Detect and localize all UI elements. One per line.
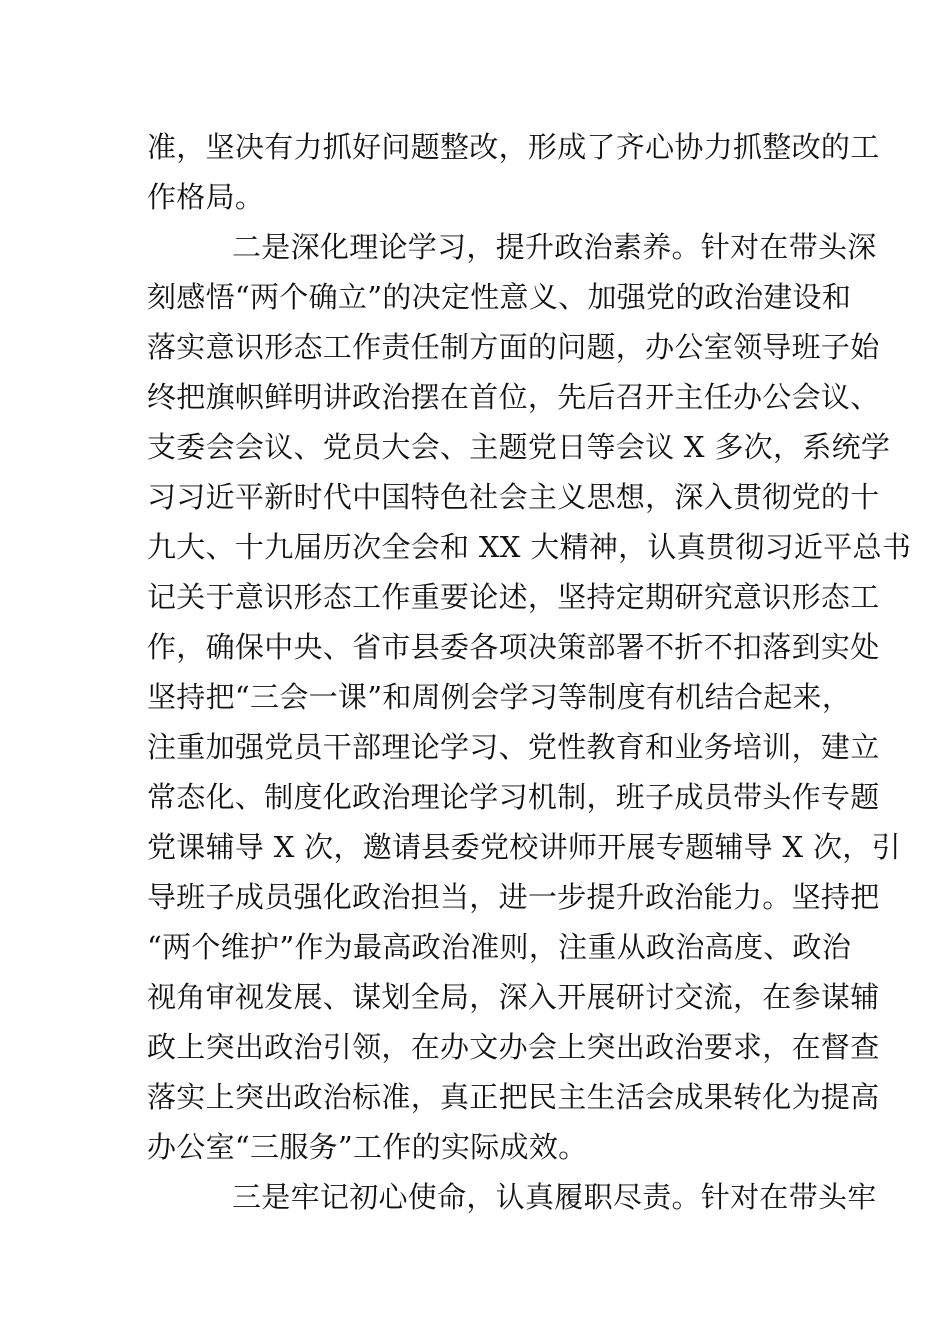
text-line-11: 作，确保中央、省市县委各项决策部署不折不扣落到实处	[147, 630, 880, 664]
text-line-8: 习习近平新时代中国特色社会主义思想，深入贯彻党的十	[147, 480, 880, 514]
text-line-1: 准，坚决有力抓好问题整改，形成了齐心协力抓整改的工	[147, 130, 880, 164]
text-line-6: 终把旗帜鲜明讲政治摆在首位，先后召开主任办公会议、	[147, 380, 880, 414]
text-line-19: 政上突出政治引领，在办文办会上突出政治要求，在督查	[147, 1030, 880, 1064]
text-line-15: 党课辅导 X 次，邀请县委党校讲师开展专题辅导 X 次，引	[147, 830, 901, 864]
text-line-21: 办公室“三服务”工作的实际成效。	[147, 1130, 588, 1164]
text-line-17: “两个维护”作为最高政治准则，注重从政治高度、政治	[147, 930, 852, 964]
text-line-12: 坚持把“三会一课”和周例会学习等制度有机结合起来，	[147, 680, 852, 714]
paragraph-two-start: 二是深化理论学习，提升政治素养。针对在带头深	[232, 230, 877, 264]
text-line-5: 落实意识形态工作责任制方面的问题，办公室领导班子始	[147, 330, 880, 364]
text-line-7: 支委会会议、党员大会、主题党日等会议 X 多次，系统学	[147, 430, 891, 464]
text-line-16: 导班子成员强化政治担当，进一步提升政治能力。坚持把	[147, 880, 880, 914]
paragraph-three-start: 三是牢记初心使命，认真履职尽责。针对在带头牢	[232, 1180, 877, 1214]
text-line-10: 记关于意识形态工作重要论述，坚持定期研究意识形态工	[147, 580, 880, 614]
text-line-20: 落实上突出政治标准，真正把民主生活会成果转化为提高	[147, 1080, 880, 1114]
text-line-13: 注重加强党员干部理论学习、党性教育和业务培训，建立	[147, 730, 880, 764]
text-line-2: 作格局。	[147, 180, 265, 214]
text-line-4: 刻感悟“两个确立”的决定性意义、加强党的政治建设和	[147, 280, 852, 314]
text-line-14: 常态化、制度化政治理论学习机制，班子成员带头作专题	[147, 780, 880, 814]
text-line-18: 视角审视发展、谋划全局，深入开展研讨交流，在参谋辅	[147, 980, 880, 1014]
text-line-9: 九大、十九届历次全会和 XX 大精神，认真贯彻习近平总书	[147, 530, 912, 564]
